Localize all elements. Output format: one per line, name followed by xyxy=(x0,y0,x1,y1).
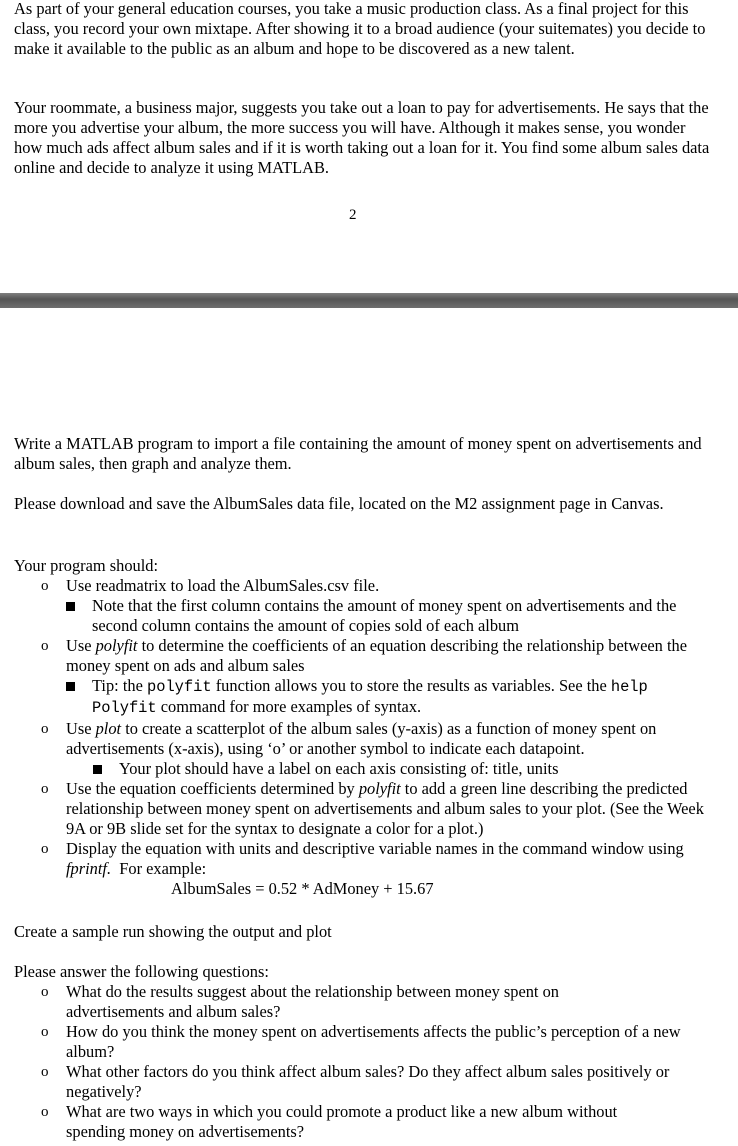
requirement-item-4: Use the equation coefficients determined by polyfit to add a green line describing the predicted relationship between money spent on advertisements and album sales to your plot. (See the Week 9A or 9B slide set for the syntax to designate a color for a plot.) xyxy=(66,779,704,838)
task-paragraph-2: Please download and save the AlbumSales data file, located on the M2 assignment page in Canvas. xyxy=(14,494,664,513)
requirement-item-3: Use plot to create a scatterplot of the album sales (y-axis) as a function of money spent on advertisements (x-axis), using ‘o’ or another symbol to indicate each datapoint. xyxy=(66,719,657,758)
page-number: 2 xyxy=(349,207,357,223)
circle-bullet-icon: o xyxy=(41,721,49,737)
example-equation: AlbumSales = 0.52 * AdMoney + 15.67 xyxy=(171,879,434,898)
requirement-item-3-note: Your plot should have a label on each axis consisting of: title, units xyxy=(119,759,559,778)
task-paragraph-1: Write a MATLAB program to import a file containing the amount of money spent on advertisements and album sales, then graph and analyze them. xyxy=(14,434,702,473)
circle-bullet-icon: o xyxy=(41,1104,49,1120)
question-4: What are two ways in which you could promote a product like a new album without spending money on advertisements? xyxy=(66,1102,618,1141)
requirement-item-1: Use readmatrix to load the AlbumSales.csv file. xyxy=(66,576,380,595)
page-break-divider xyxy=(0,293,738,308)
intro-paragraph-1: As part of your general education courses, you take a music production class. As a final project for this class, you record your own mixtape. After showing it to a broad audience (your suitemates) you decide to make it available to the public as an album and hope to be discovered as a new talent. xyxy=(14,0,706,58)
circle-bullet-icon: o xyxy=(41,841,49,857)
question-1: What do the results suggest about the relationship between money spent on advertisements and album sales? xyxy=(66,982,559,1021)
circle-bullet-icon: o xyxy=(41,578,49,594)
square-bullet-icon xyxy=(66,682,75,691)
circle-bullet-icon: o xyxy=(41,781,49,797)
intro-paragraph-2: Your roommate, a business major, suggests you take out a loan to pay for advertisements. He says that the more you advertise your album, the more success you will have. Although it makes sense, you wonder how much ads affect album sales and if it is worth taking out a loan for it. You find some album sales data online and decide to analyze it using MATLAB. xyxy=(14,98,710,177)
requirement-item-2: Use polyfit to determine the coefficients of an equation describing the relationship between the money spent on ads and album sales xyxy=(66,636,687,675)
requirement-item-1-note: Note that the first column contains the amount of money spent on advertisements and the second column contains the amount of copies sold of each album xyxy=(92,596,677,635)
sample-run-instruction: Create a sample run showing the output and plot xyxy=(14,922,332,941)
requirement-item-2-tip: Tip: the polyfit function allows you to store the results as variables. See the help Polyfit command for more examples of syntax. xyxy=(92,676,648,717)
question-3: What other factors do you think affect album sales? Do they affect album sales positively or negatively? xyxy=(66,1062,670,1101)
question-2: How do you think the money spent on advertisements affects the public’s perception of a new album? xyxy=(66,1022,681,1061)
requirement-item-5: Display the equation with units and descriptive variable names in the command window using fprintf. For example: xyxy=(66,839,684,878)
square-bullet-icon xyxy=(66,602,75,611)
circle-bullet-icon: o xyxy=(41,1024,49,1040)
questions-heading: Please answer the following questions: xyxy=(14,962,269,981)
circle-bullet-icon: o xyxy=(41,638,49,654)
circle-bullet-icon: o xyxy=(41,984,49,1000)
square-bullet-icon xyxy=(93,765,102,774)
requirements-heading: Your program should: xyxy=(14,556,159,575)
circle-bullet-icon: o xyxy=(41,1064,49,1080)
